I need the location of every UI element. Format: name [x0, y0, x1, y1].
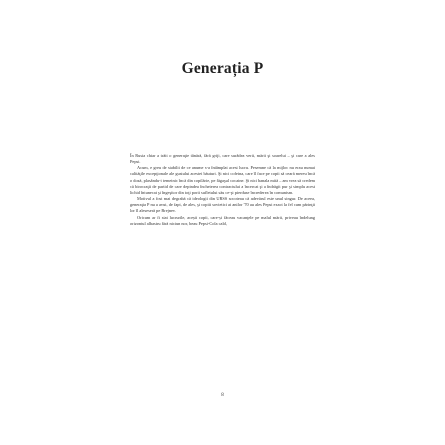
paragraph: Acum, e greu de stabilit de ce anume s-a întâmplat acest lucru. Pesemne că la mijloc nu erau numai calităţile excepţionale ale gustului acestei băuturi. Şi nici cofeina, care îl face pe copii să ceară mereu încă o doză, plasându-i temeinic încă din copilărie, pe făgaşul cocaine. Şi nici banala mită – am vrea să credem că birocraţii de partid de care depindea încheierea contractului a încercat şi a îndrăgit pur şi simplu acest lichid întunecat şi îngeşitor din toţi porii sufletului său ce-şi pierduse încrederea în comunism. — [130, 165, 315, 195]
paragraph: Oricum ar fi stat lucrurile, acești copii, care-și făceau vacanţele pe malul mării, priveau îndelung orizontul albastru fără niciun nor, beau Pepsi-Cola cald, — [130, 214, 315, 226]
paragraph: În Rusia chiar a trăit o generaţie tânără, fără griji, care surâdea verii, mării şi soarelui – şi care a ales Pepsi. — [130, 153, 315, 165]
paragraph: Motivul a fost mai degrabă că ideologii din URSS socoteau că adevărul este unul singur. De aceea, generaţia P nu a avut, de fapt, de ales, şi copiii sovietici ai anilor '70 au ales Pepsi exact la fel cum părinţii lor îl aleseseră pe Brejnev. — [130, 196, 315, 214]
chapter-title: Generația P — [181, 60, 264, 77]
page-number: 8 — [221, 393, 224, 398]
chapter-body — [130, 153, 315, 227]
